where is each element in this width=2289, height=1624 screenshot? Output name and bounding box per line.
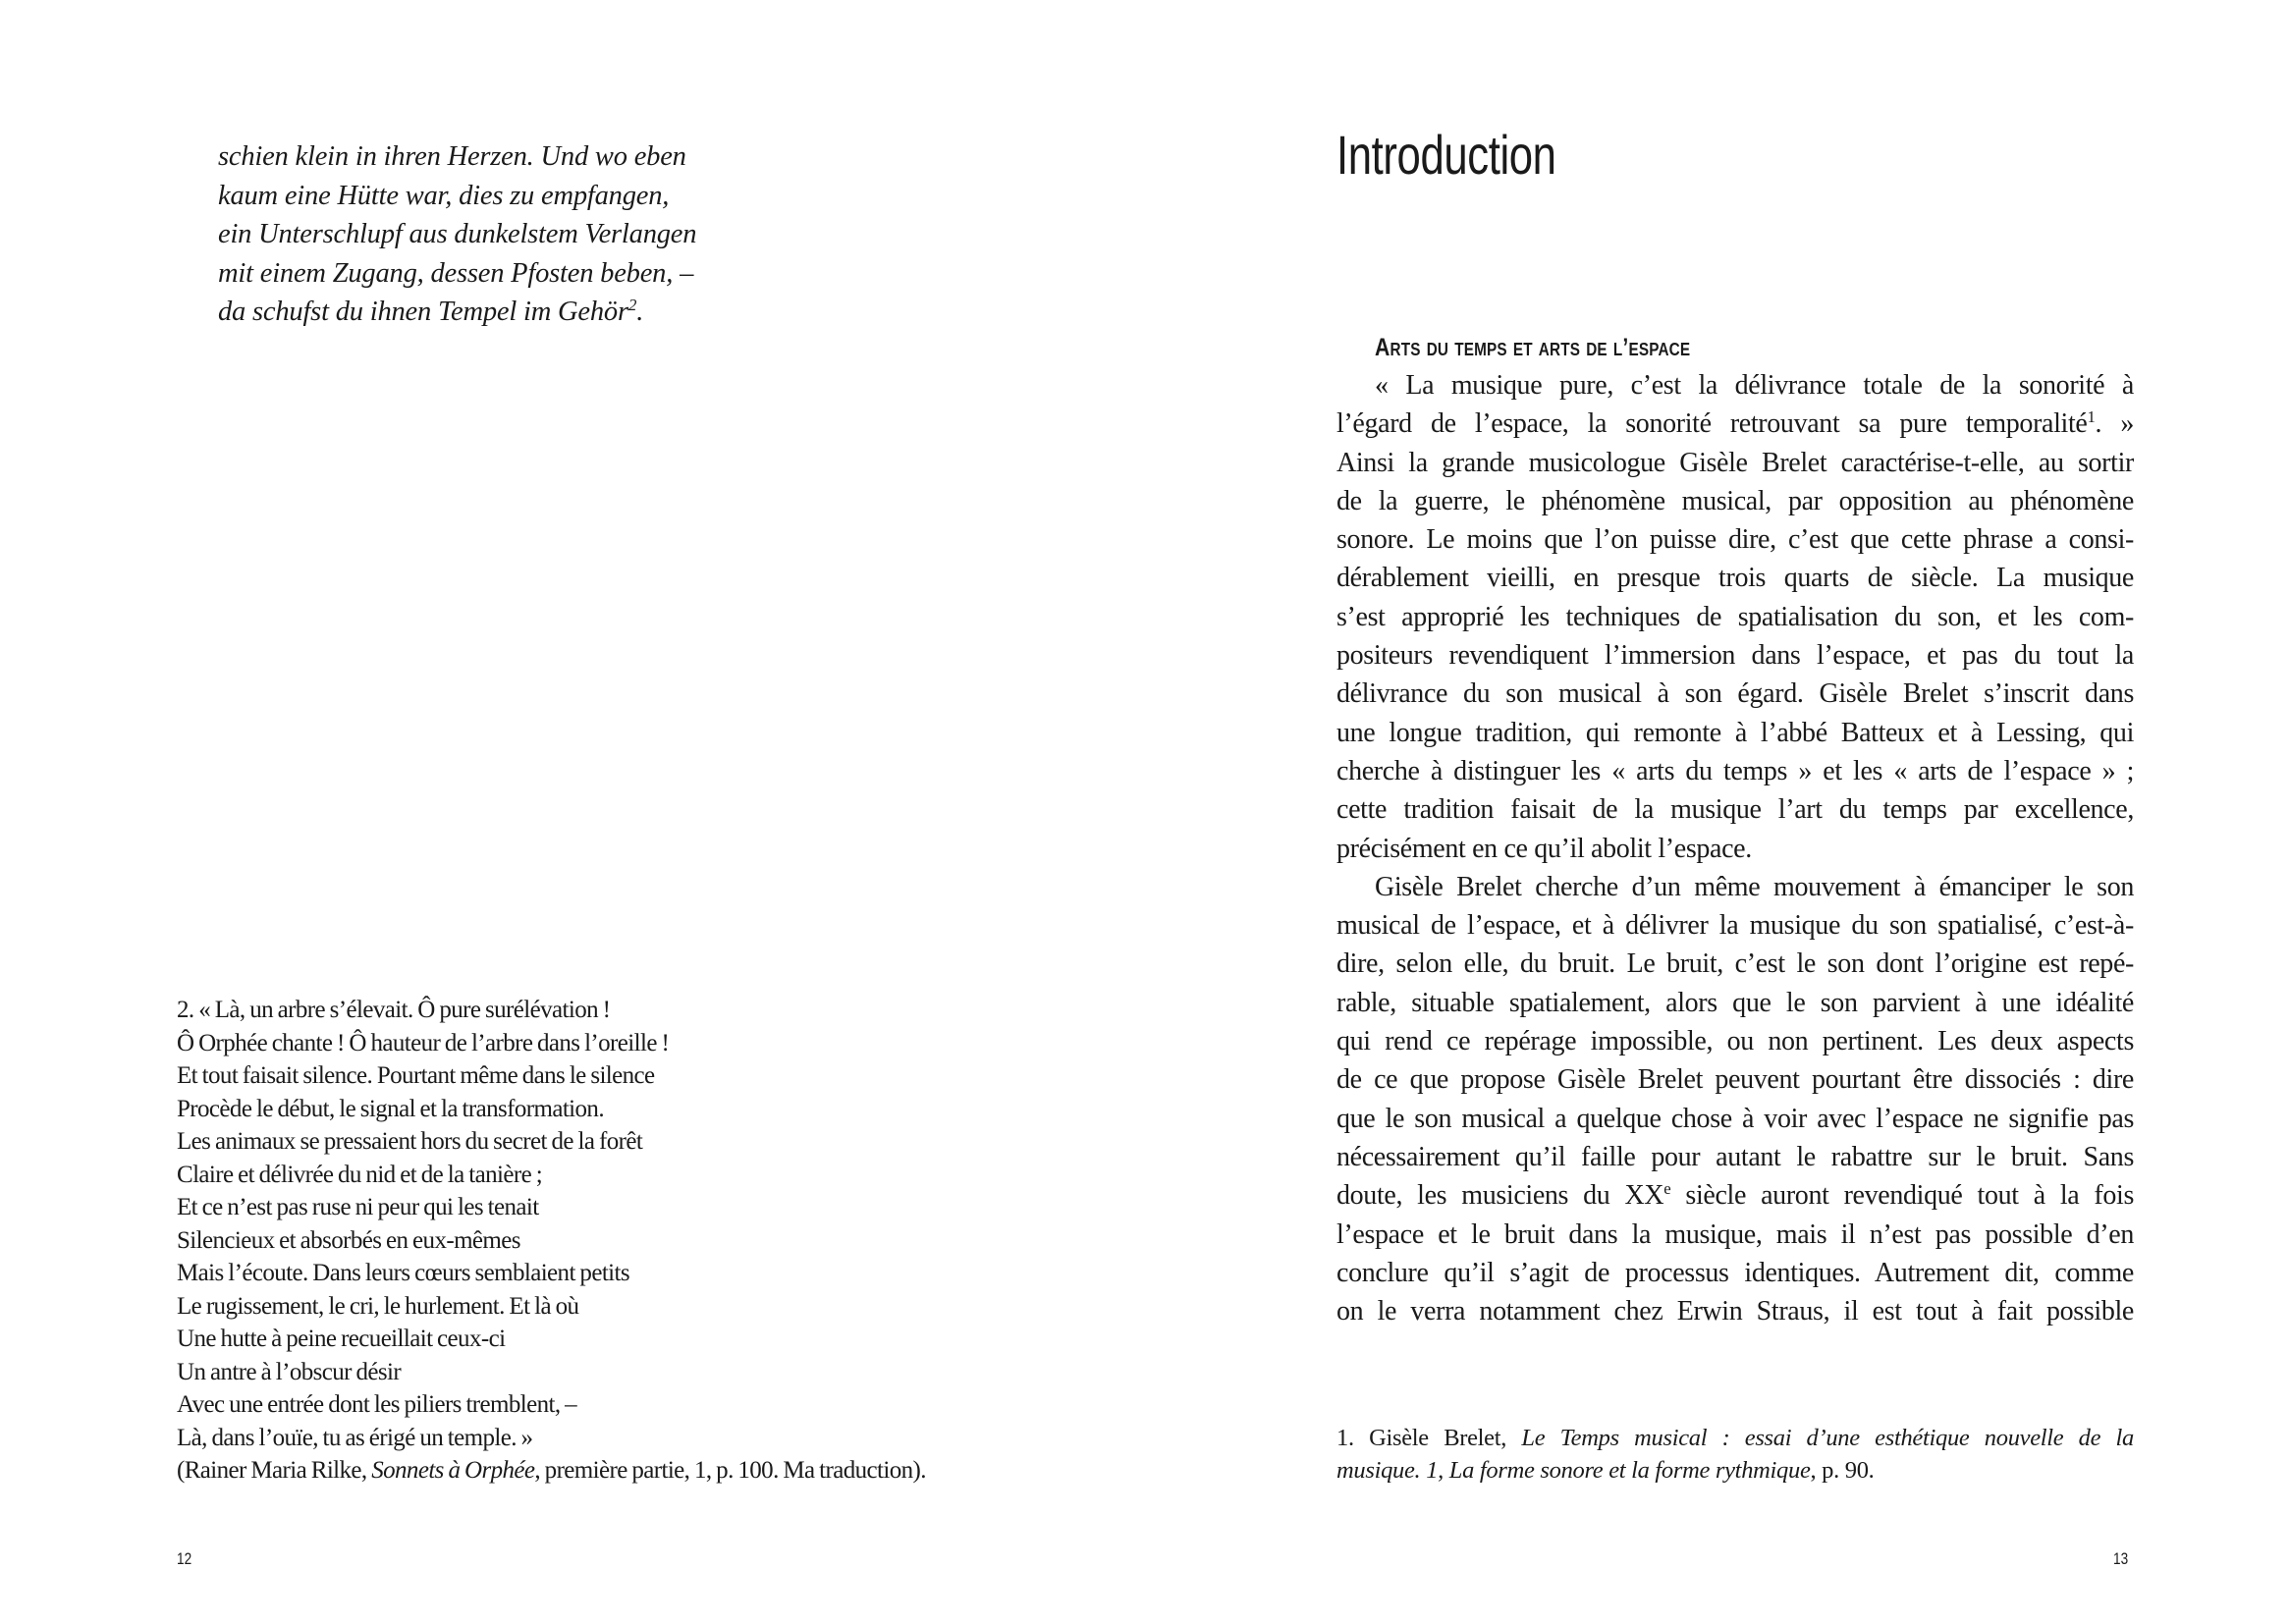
- text-segment: l’égard de l’espace, la sonorité retrouvant sa pure temporalité: [1336, 408, 2088, 440]
- footnote-line: Le rugissement, le cri, le hurlement. Et là où: [177, 1292, 579, 1320]
- text-segment: cette tradition faisait de la musique l’art du temps par excellence,: [1336, 794, 2134, 826]
- text-line: [1336, 559, 2134, 597]
- left-page: [0, 0, 1144, 1624]
- text-segment: nécessairement qu’il faille pour autant le rabattre sur le bruit. Sans: [1336, 1141, 2134, 1172]
- text-segment: de la guerre, le phénomène musical, par opposition au phénomène: [1336, 485, 2134, 516]
- footnote-line: Un antre à l’obscur désir: [177, 1358, 402, 1385]
- text-line: [1336, 714, 2134, 752]
- text-segment: positeurs revendiquent l’immersion dans l’espace, et pas du tout la: [1336, 640, 2134, 672]
- text-segment: précisément en ce qu’il abolit l’espace.: [1336, 833, 1752, 864]
- footnote-2: [177, 994, 926, 1488]
- footnote-line: Une hutte à peine recueillait ceux-ci: [177, 1326, 506, 1352]
- footnote-1: [1336, 1422, 2134, 1487]
- footnote-line: Avec une entrée dont les piliers tremblent, –: [177, 1391, 577, 1418]
- text-line: [1336, 520, 2134, 559]
- footnote-line: Ô Orphée chante ! Ô hauteur de l’arbre dans l’oreille !: [177, 1029, 670, 1056]
- footnote-marker: 1: [2087, 407, 2096, 427]
- text-segment: rable, situable spatialement, alors que le son parvient à une idéalité: [1336, 987, 2134, 1018]
- text-segment: Gisèle Brelet cherche d’un même mouvement à émanciper le son: [1375, 871, 2134, 902]
- poem-line: ein Unterschlupf aus dunkelstem Verlangen: [218, 219, 697, 249]
- text-segment: une longue tradition, qui remonte à l’abbé Batteux et à Lessing, qui: [1336, 717, 2134, 748]
- text-line: [1336, 598, 2134, 636]
- section-heading: Arts du temps et arts de l’espace: [1375, 334, 1691, 361]
- footnote-line: 2. « Là, un arbre s’élevait. Ô pure surélévation !: [177, 997, 611, 1023]
- footnote-line: Là, dans l’ouïe, tu as érigé un temple. »: [177, 1424, 533, 1451]
- text-line: [1336, 1292, 2134, 1330]
- footnote-line: Claire et délivrée du nid et de la tanière ;: [177, 1161, 543, 1188]
- text-line: [1336, 1060, 2134, 1099]
- text-line: [1336, 636, 2134, 675]
- footnote-line: Silencieux et absorbés en eux-mêmes: [177, 1226, 520, 1254]
- text-segment: . »: [2095, 408, 2134, 440]
- text-line: [1336, 1254, 2134, 1292]
- text-line: [1336, 830, 2134, 868]
- text-segment: 1. Gisèle Brelet,: [1336, 1425, 1522, 1451]
- text-segment: .: [636, 297, 644, 327]
- text-line: [1336, 1100, 2134, 1138]
- poem-line: mit einem Zugang, dessen Pfosten beben, –: [218, 257, 694, 289]
- footnote-marker: e: [1663, 1179, 1671, 1199]
- text-segment: que le son musical a quelque chose à voir avec l’espace ne signifie pas: [1336, 1103, 2134, 1134]
- chapter-title: Introduction: [1336, 124, 1556, 186]
- text-line: [1336, 790, 2134, 829]
- footnote-line: [1336, 1422, 2134, 1454]
- text-segment: sonore. Le moins que l’on puisse dire, c’est que cette phrase a consi-: [1336, 524, 2134, 556]
- text-segment: da schufst du ihnen Tempel im Gehör: [218, 297, 628, 327]
- poem-excerpt: [218, 137, 696, 332]
- text-line: [1336, 366, 2134, 405]
- text-segment: , première partie, 1, p. 100. Ma traduction).: [534, 1457, 926, 1484]
- poem-line: kaum eine Hütte war, dies zu empfangen,: [218, 180, 670, 211]
- text-segment: cherche à distinguer les « arts du temps » et les « arts de l’espace » ;: [1336, 755, 2134, 786]
- footnote-line: [177, 1454, 926, 1488]
- poem-line: schien klein in ihren Herzen. Und wo eben: [218, 141, 686, 172]
- text-line: [1336, 444, 2134, 482]
- text-segment: siècle auront revendiqué tout à la fois: [1670, 1180, 2134, 1212]
- footnote-line: Procède le début, le signal et la transformation.: [177, 1095, 604, 1122]
- text-line: [1336, 752, 2134, 790]
- text-segment: délivrance du son musical à son égard. Gisèle Brelet s’inscrit dans: [1336, 678, 2134, 710]
- footnote-marker: 2: [627, 295, 637, 314]
- text-line: [1336, 868, 2134, 906]
- text-segment: dérablement vieilli, en presque trois quarts de siècle. La musique: [1336, 563, 2134, 594]
- text-segment: (Rainer Maria Rilke,: [177, 1457, 372, 1484]
- text-line: [1336, 482, 2134, 520]
- footnote-line: [1336, 1454, 2134, 1487]
- body-text: [1336, 366, 2134, 1330]
- text-segment: qui rend ce repérage impossible, ou non pertinent. Les deux aspects: [1336, 1026, 2134, 1057]
- text-line: [1336, 1176, 2134, 1215]
- text-segment: musical de l’espace, et à délivrer la musique du son spatialisé, c’est-à-: [1336, 910, 2134, 942]
- text-line: [1336, 1216, 2134, 1254]
- poem-line: [218, 293, 696, 332]
- text-line: [1336, 984, 2134, 1022]
- text-line: [1336, 405, 2134, 443]
- text-segment: musique. 1, La forme sonore et la forme rythmique: [1336, 1457, 1811, 1484]
- text-segment: Ainsi la grande musicologue Gisèle Brelet caractérise-t-elle, au sortir: [1336, 447, 2134, 478]
- text-segment: s’est approprié les techniques de spatialisation du son, et les com-: [1336, 601, 2134, 632]
- text-line: [1336, 1022, 2134, 1060]
- text-line: [1336, 675, 2134, 713]
- footnote-line: Les animaux se pressaient hors du secret de la forêt: [177, 1128, 643, 1155]
- text-segment: de ce que propose Gisèle Brelet peuvent pourtant être dissociés : dire: [1336, 1064, 2134, 1096]
- footnote-line: Et ce n’est pas ruse ni peur qui les tenait: [177, 1194, 539, 1220]
- page-number-right: 13: [2113, 1549, 2129, 1568]
- text-segment: , p. 90.: [1810, 1457, 1875, 1484]
- footnote-line: Mais l’écoute. Dans leurs cœurs semblaient petits: [177, 1260, 629, 1286]
- text-line: [1336, 906, 2134, 945]
- text-segment: doute, les musiciens du XX: [1336, 1180, 1664, 1212]
- text-segment: dire, selon elle, du bruit. Le bruit, c’est le son dont l’origine est repé-: [1336, 948, 2134, 980]
- text-segment: l’espace et le bruit dans la musique, mais il n’est pas possible d’en: [1336, 1218, 2134, 1250]
- page-number-left: 12: [177, 1549, 192, 1568]
- text-line: [1336, 945, 2134, 983]
- text-segment: on le verra notamment chez Erwin Straus, il est tout à fait possible: [1336, 1296, 2134, 1327]
- text-line: [1336, 1138, 2134, 1176]
- text-segment: conclure qu’il s’agit de processus identiques. Autrement dit, comme: [1336, 1257, 2134, 1288]
- text-segment: Le Temps musical : essai d’une esthétique nouvelle de la: [1521, 1425, 2134, 1451]
- text-segment: Sonnets à Orphée: [371, 1457, 535, 1484]
- footnote-line: Et tout faisait silence. Pourtant même dans le silence: [177, 1062, 655, 1089]
- text-segment: « La musique pure, c’est la délivrance totale de la sonorité à: [1375, 370, 2134, 401]
